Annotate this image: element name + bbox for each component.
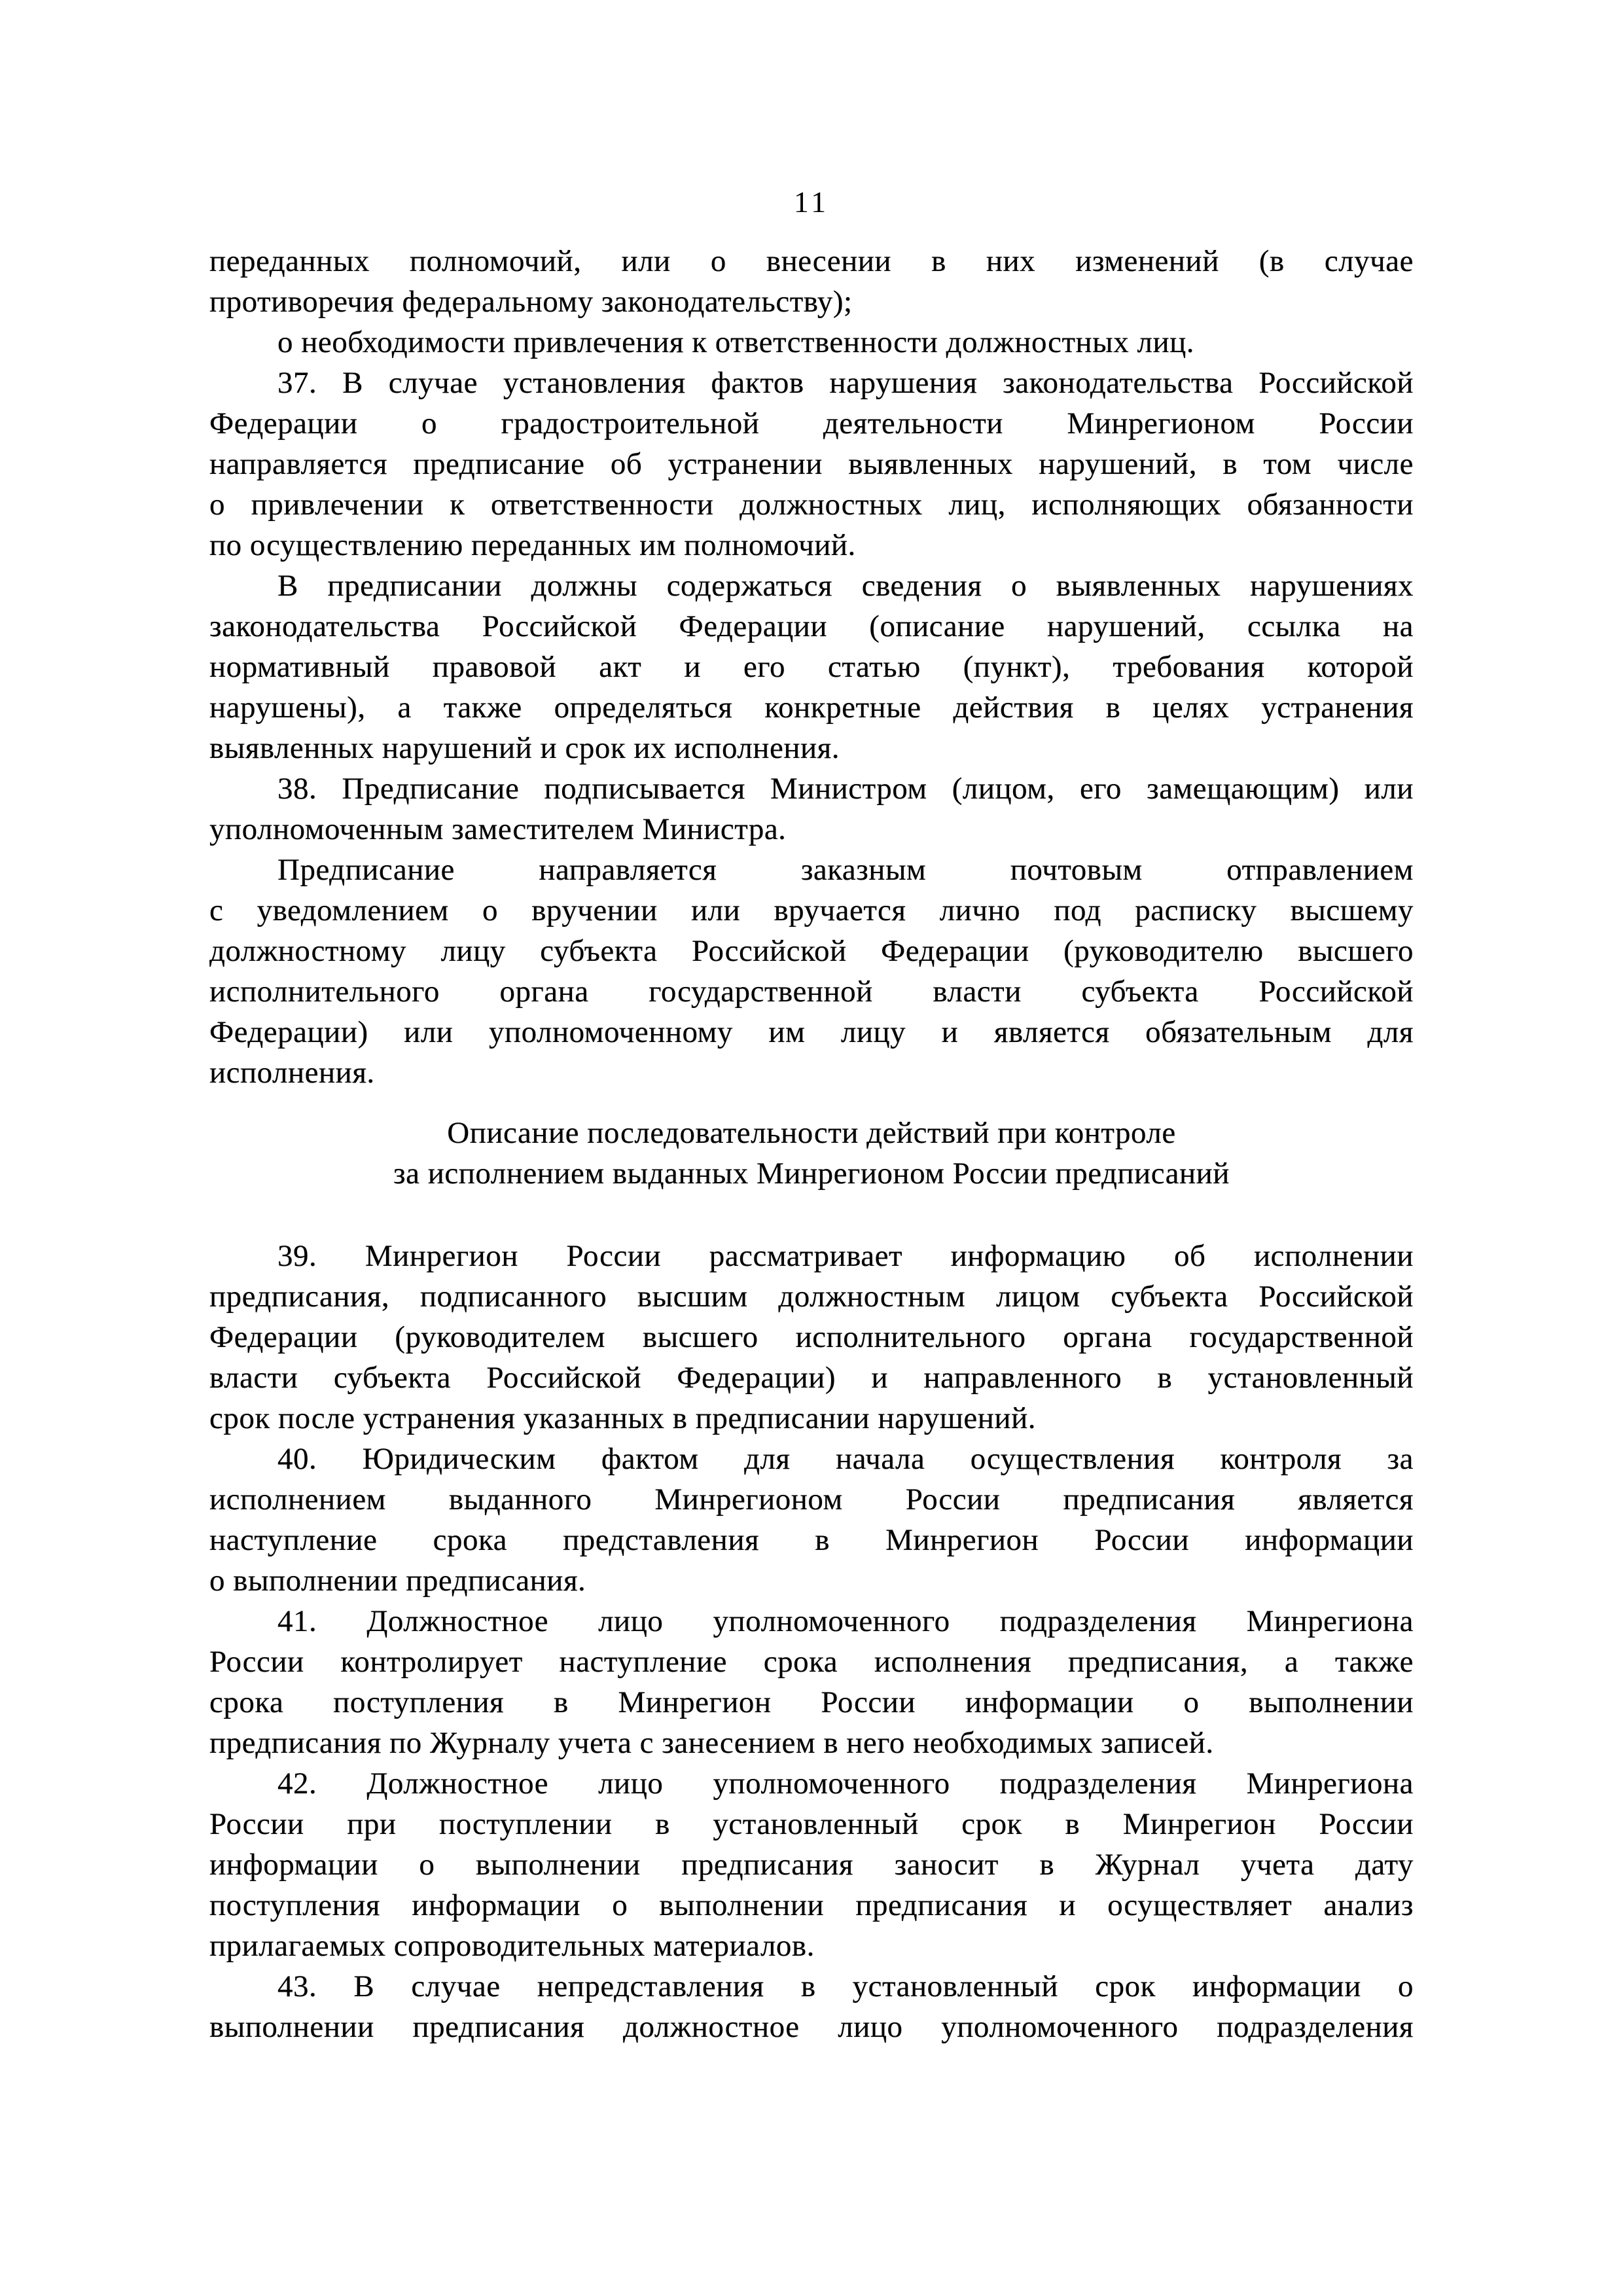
text-line: исполнения. [209,1056,375,1090]
section-heading [209,1113,1414,1194]
paragraph [209,850,1414,1093]
text-line: нарушены), а также определяться конкретные действия в целях устранения [209,691,1414,725]
text-line: нормативный правовой акт и его статью (пункт), требования которой [209,650,1414,684]
text-line: по осуществлению переданных им полномочий. [209,528,856,562]
section-heading-line: Описание последовательности действий при контроле [447,1116,1176,1150]
text-line: переданных полномочий, или о внесении в них изменений (в случае [209,244,1414,278]
paragraph [209,565,1414,768]
text-line: 37. В случае установления фактов нарушения законодательства Российской [277,366,1414,400]
text-line: исполнением выданного Минрегионом России предписания является [209,1482,1414,1516]
text-line: о необходимости привлечения к ответственности должностных лиц. [277,325,1194,359]
text-line: уполномоченным заместителем Министра. [209,812,787,846]
text-line: 41. Должностное лицо уполномоченного подразделения Минрегиона [277,1604,1414,1638]
paragraph [209,1601,1414,1763]
text-line: 42. Должностное лицо уполномоченного подразделения Минрегиона [277,1767,1414,1801]
text-line: выявленных нарушений и срок их исполнения. [209,731,840,765]
text-line: противоречия федеральному законодательству); [209,285,853,319]
text-line: 38. Предписание подписывается Министром (лицом, его замещающим) или [277,772,1414,806]
text-line: исполнительного органа государственной власти субъекта Российской [209,975,1414,1009]
paragraph [209,1236,1414,1439]
text-line: должностному лицу субъекта Российской Федерации (руководителю высшего [209,934,1414,968]
paragraph [209,322,1414,363]
text-line: с уведомлением о вручении или вручается лично под расписку высшему [209,893,1414,927]
text-line: 39. Минрегион России рассматривает информацию об исполнении [277,1239,1414,1273]
text-line: срок после устранения указанных в предписании нарушений. [209,1401,1036,1435]
text-line: 43. В случае непредставления в установленный срок информации о [277,1969,1414,2003]
paragraph [209,241,1414,322]
text-line: направляется предписание об устранении выявленных нарушений, в том числе [209,447,1414,481]
text-line: законодательства Российской Федерации (описание нарушений, ссылка на [209,609,1414,643]
text-line: власти субъекта Российской Федерации) и направленного в установленный [209,1361,1414,1395]
paragraph [209,1763,1414,1966]
paragraph [209,768,1414,850]
text-line: 40. Юридическим фактом для начала осуществления контроля за [277,1442,1414,1476]
text-line: Федерации) или уполномоченному им лицу и является обязательным для [209,1015,1414,1049]
text-line: России контролирует наступление срока исполнения предписания, а также [209,1645,1414,1679]
paragraph [209,1966,1414,2047]
paragraph [209,1439,1414,1601]
page-number: 11 [793,185,830,219]
text-line: наступление срока представления в Минрегион России информации [209,1523,1414,1557]
text-line: Федерации (руководителем высшего исполнительного органа государственной [209,1320,1414,1354]
text-line: поступления информации о выполнении предписания и осуществляет анализ [209,1888,1414,1922]
text-line: срока поступления в Минрегион России информации о выполнении [209,1685,1414,1719]
text-line: о выполнении предписания. [209,1564,586,1598]
text-line: о привлечении к ответственности должностных лиц, исполняющих обязанности [209,488,1414,522]
text-line: В предписании должны содержаться сведения о выявленных нарушениях [277,569,1414,603]
text-line: предписания, подписанного высшим должностным лицом субъекта Российской [209,1280,1414,1314]
text-line: Федерации о градостроительной деятельности Минрегионом России [209,406,1414,440]
section-heading-line: за исполнением выданных Минрегионом России предписаний [393,1157,1230,1191]
text-line: выполнении предписания должностное лицо уполномоченного подразделения [209,2010,1414,2044]
document-body [209,241,1414,2047]
text-line: Предписание направляется заказным почтовым отправлением [277,853,1414,887]
text-line: России при поступлении в установленный срок в Минрегион России [209,1807,1414,1841]
paragraph [209,363,1414,565]
text-line: предписания по Журналу учета с занесением в него необходимых записей. [209,1726,1214,1760]
text-line: информации о выполнении предписания заносит в Журнал учета дату [209,1848,1414,1882]
text-line: прилагаемых сопроводительных материалов. [209,1929,815,1963]
